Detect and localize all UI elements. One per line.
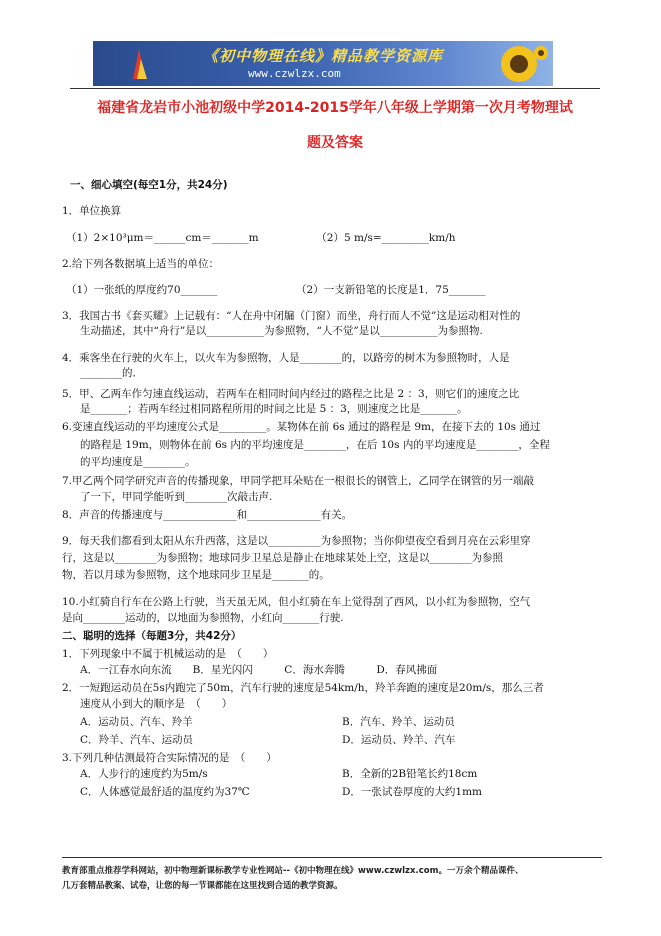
mc2-option-c: C．羚羊、汽车、运动员 <box>80 734 194 746</box>
section2-heading: 二、聪明的选择（每题3分，共42分） <box>62 630 242 642</box>
q6-line3: 的平均速度是________。 <box>80 456 196 468</box>
footer-line1: 教育部重点推荐学科网站，初中物理新课标教学专业性网站--《初中物理在线》www.czwlzx.com。一万余个精品课件、 <box>62 866 524 876</box>
sunflower-icon <box>489 43 549 85</box>
mc3-option-a: A．人步行的速度约为5m/s <box>80 768 208 780</box>
q7-line1: 7.甲乙两个同学研究声音的传播现象，甲同学把耳朵贴在一根很长的钢管上，乙同学在钢管的另一端敲 <box>62 475 535 487</box>
q9-line3: 物，若以月球为参照物，这个地球同步卫星是_______的。 <box>62 569 330 581</box>
mc1-stem: 1．下列现象中不属于机械运动的是 （ ） <box>62 648 274 660</box>
q9-line1: 9．每天我们都看到太阳从东升西落，这是以__________为参照物；当你仰望夜空看到月亮在云彩里穿 <box>62 535 531 547</box>
section1-heading: 一、细心填空(每空1分，共24分) <box>70 179 228 191</box>
q6-line1: 6.变速直线运动的平均速度公式是_________。某物体在前 6s 通过的路程是 9m，在接下去的 10s 通过 <box>62 421 541 433</box>
q1-parts: （1）2×10³μm＝______cm＝_______m （2）5 m/s=_________km/h <box>66 232 456 244</box>
doc-title-line2: 题及答案 <box>307 135 363 151</box>
q2-stem: 2.给下列各数据填上适当的单位： <box>62 258 220 270</box>
header-banner <box>93 41 553 86</box>
mc2-stem-line2: 速度从小到大的顺序是 （ ） <box>80 698 233 710</box>
mc2-stem-line1: 2．一短跑运动员在5s内跑完了50m，汽车行驶的速度是54km/h，羚羊奔跑的速度是20m/s，那么三者 <box>62 682 544 694</box>
mc3-option-c: C．人体感觉最舒适的温度约为37℃ <box>80 786 250 798</box>
mc3-option-d: D．一张试卷厚度的大约1mm <box>342 786 483 798</box>
banner-title: 《初中物理在线》精品教学资源库 <box>203 47 444 65</box>
q5-line2: 是_______；若两车经过相同路程所用的时间之比是 5 ：3，则速度之比是_______。 <box>80 403 468 415</box>
doc-title-line1: 福建省龙岩市小池初级中学2014-2015学年八年级上学期第一次月考物理试 <box>97 100 573 116</box>
site-logo-icon <box>129 45 149 81</box>
mc2-option-d: D．运动员、羚羊、汽车 <box>342 734 456 746</box>
q2-parts: （1）一张纸的厚度约70_______ （2）一支新铅笔的长度是1．75_______ <box>66 284 486 296</box>
q7-line2: 了一下，甲同学能听到________次敲击声. <box>80 491 273 503</box>
q1-stem: 1．单位换算 <box>62 205 122 217</box>
q10-line1: 10.小红骑自行车在公路上行驶，当天虽无风，但小红骑在车上觉得刮了西风，以小红为参照物，空气 <box>62 596 531 608</box>
mc2-option-a: A．运动员、汽车、羚羊 <box>80 716 193 728</box>
mc1-options: A．一江春水向东流 B．星光闪闪 C．海水奔腾 D．春风拂面 <box>80 664 438 676</box>
mc2-option-b: B．汽车、羚羊、运动员 <box>342 716 455 728</box>
q3-line1: 3．我国古书《套买耀》上记载有：“人在舟中闭牖（门窗）而坐，舟行而人不觉”这是运动相对性的 <box>62 310 521 322</box>
banner-url: www.czwlzx.com <box>248 67 341 80</box>
q8-line: 8．声音的传播速度与______________和______________有关。 <box>62 509 353 521</box>
mc3-stem: 3.下列几种估测最符合实际情况的是 （ ） <box>62 752 277 764</box>
footer-line2: 几万套精品教案、试卷，让您的每一节课都能在这里找到合适的教学资源。 <box>62 881 343 891</box>
footer-rule <box>62 857 602 858</box>
q3-line2: 生动描述，其中“舟行”是以___________为参照物，“人不觉”是以___________为参照物. <box>80 325 483 337</box>
header-rule <box>70 88 600 89</box>
mc3-option-b: B．全新的2B铅笔长约18cm <box>342 768 478 780</box>
q6-line2: 的路程是 19m，则物体在前 6s 内的平均速度是________，在后 10s 内的平均速度是________，全程 <box>80 439 550 451</box>
q5-line1: 5．甲、乙两车作匀速直线运动，若两车在相同时间内经过的路程之比是 2 ：3，则它们的速度之比 <box>62 388 520 400</box>
q10-line2: 是向________运动的，以地面为参照物，小红向_______行驶. <box>62 612 344 624</box>
q4-line2: ________的． <box>80 367 143 379</box>
q9-line2: 行，这是以________为参照物；地球同步卫星总是静止在地球某处上空，这是以________为参照 <box>62 552 503 564</box>
q4-line1: 4．乘客坐在行驶的火车上，以火车为参照物，人是________的，以路旁的树木为参照物时，人是 <box>62 352 510 364</box>
